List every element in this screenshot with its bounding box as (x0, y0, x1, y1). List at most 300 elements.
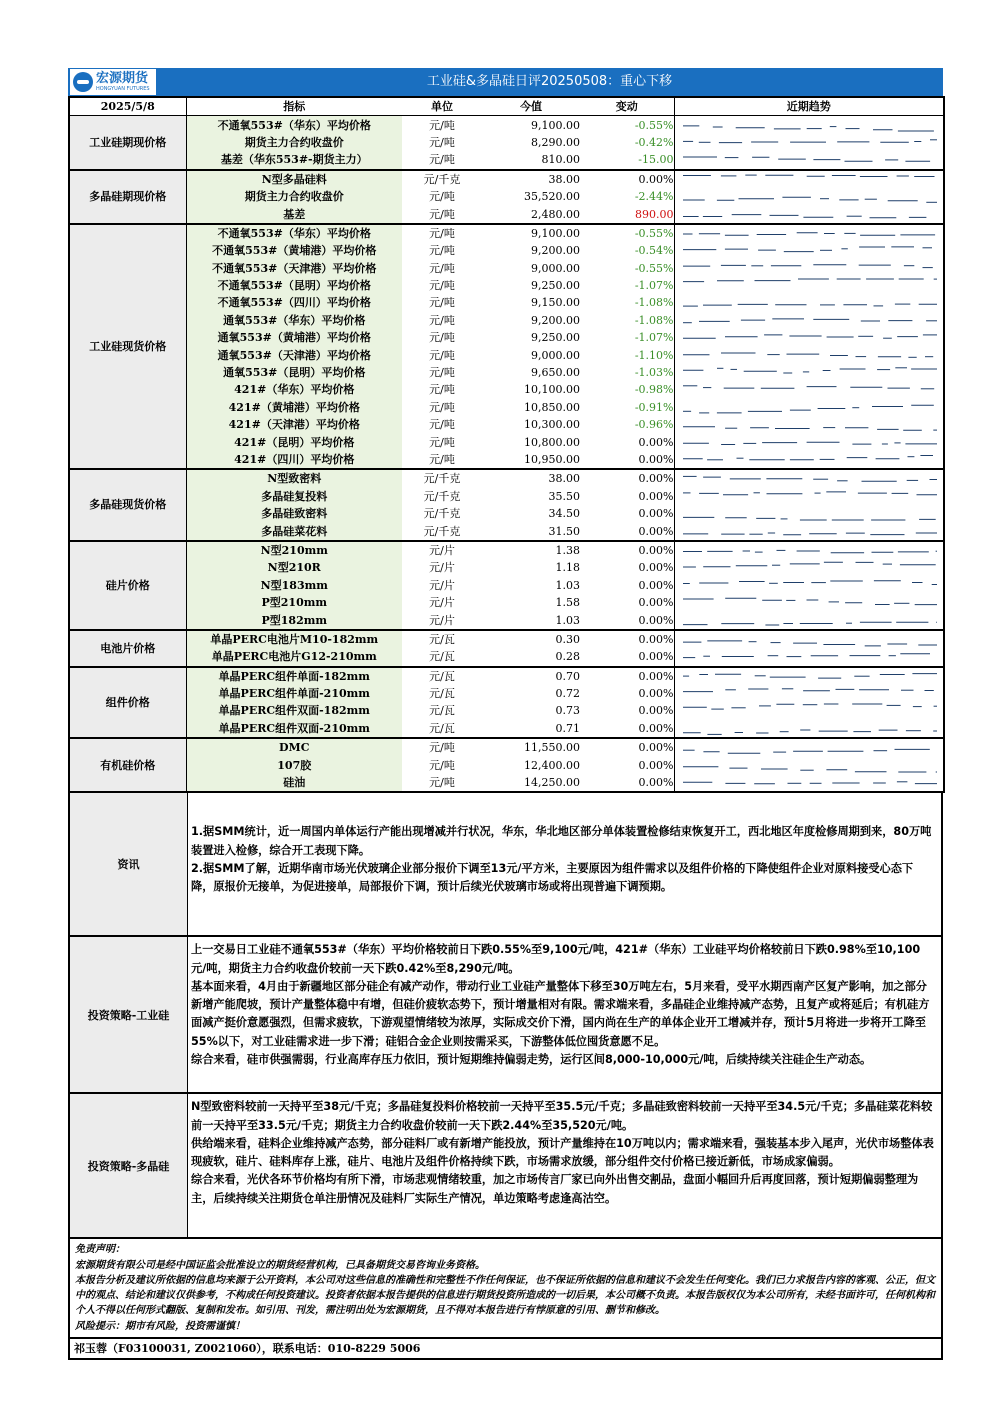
table-row (69, 381, 944, 398)
change-cell: 0.00% (638, 472, 674, 486)
change-cell: 0.00% (580, 522, 674, 540)
company-logo (70, 69, 156, 95)
news-section (68, 793, 943, 937)
trend-sparkline (675, 470, 945, 487)
header-unit: 单位 (402, 97, 482, 116)
trend-sparkline (675, 523, 945, 540)
table-header-row (69, 97, 944, 116)
trend-cell (674, 541, 944, 559)
trend-cell (674, 433, 944, 450)
indicator-cell: 通氧553#（昆明）平均价格 (186, 364, 402, 381)
unit-cell: 元/吨 (402, 151, 482, 169)
unit-cell: 元/瓦 (402, 720, 482, 738)
trend-cell (674, 720, 944, 738)
strategy-poly-label: 投资策略-多晶硅 (70, 1094, 188, 1237)
value-cell: 34.50 (548, 507, 580, 521)
logo-en-text: HONGYUAN FUTURES (96, 86, 150, 92)
trend-cell (674, 116, 944, 134)
indicator-cell: N型210R (186, 559, 402, 576)
trend-sparkline (675, 720, 945, 737)
table-row (69, 188, 944, 205)
trend-cell (674, 399, 944, 416)
value-cell: 9,100.00 (531, 226, 580, 240)
table-row (69, 667, 944, 685)
unit-cell: 元/吨 (429, 244, 455, 258)
category-cell: 有机硅价格 (69, 738, 186, 792)
trend-sparkline (675, 774, 945, 791)
strategy-si-paragraph: 基本面来看，4月由于新疆地区部分硅企有减产动作，带动行业工业硅产量整体下移至30万吨左右，5月来看，受平水期西南产区复产影响，加之部分新增产能爬坡，预计产量整体稳中有增，但硅价疲软态势下，预计增量相对有限。需求端来看，多晶硅企业维持减产态势，且复产或将延后；有机硅方面减产挺价意愿强烈，但需求疲软，下游观望情绪较为浓厚，实际成交价下滑，国内尚在生产的单体企业开工增减并存，预计5月将进一步将开工降至55%以下，对工业硅需求进一步下滑；硅铝合金企业则按需采买，下游整体低位囤货意愿不足。 (191, 979, 930, 1048)
unit-cell: 元/吨 (429, 383, 455, 397)
change-cell: 0.00% (638, 489, 674, 503)
unit-cell: 元/吨 (429, 313, 455, 327)
indicator-cell: 单晶PERC电池片M10-182mm (186, 630, 402, 648)
value-cell: 1.58 (555, 596, 580, 610)
value-cell: 10,100.00 (524, 383, 580, 397)
table-row (69, 312, 944, 329)
indicator-cell: 不通氧553#（华东）平均价格 (186, 224, 402, 242)
indicator-cell: 单晶PERC组件双面-210mm (186, 720, 402, 738)
value-cell: 9,100.00 (531, 118, 580, 132)
strategy-poly-paragraph: N型致密料较前一天持平至38元/千克；多晶硅复投料价格较前一天持平至35.5元/千克；多晶硅致密料较前一天持平至34.5元/千克；多晶硅菜花料较前一天持平至33.5元/千克；期货主力合约收盘价较前一天下跌2.44%至35,520元/吨。 (191, 1100, 933, 1132)
news-paragraph: 2.据SMM了解，近期华南市场光伏玻璃企业部分报价下调至13元/平方米，主要原因为组件需求以及组件价格的下降使组件企业对原料接受心态下降，原报价无接单，为促进接单，局部报价下调，预计后续光伏玻璃市场或将出现普遍下调预期。 (191, 861, 914, 894)
trend-sparkline (675, 685, 945, 702)
change-cell: -0.98% (634, 383, 674, 397)
unit-cell: 元/片 (429, 543, 455, 557)
trend-sparkline (675, 381, 945, 398)
strategy-poly-body (188, 1094, 941, 1237)
value-cell: 810.00 (482, 151, 580, 169)
trend-cell (674, 577, 944, 594)
trend-sparkline (675, 648, 945, 665)
value-cell: 9,000.00 (531, 348, 580, 362)
indicator-cell: 通氧553#（黄埔港）平均价格 (186, 329, 402, 346)
trend-sparkline (675, 559, 945, 576)
value-cell: 0.72 (555, 687, 580, 701)
value-cell: 1.18 (555, 561, 580, 575)
unit-cell: 元/吨 (429, 348, 455, 362)
disclaimer-line: 宏源期货有限公司是经中国证监会批准设立的期货经营机构，已具备期货交易咨询业务资格。 (75, 1259, 485, 1271)
change-cell: 0.00% (638, 632, 674, 646)
change-cell: -0.91% (634, 400, 674, 414)
value-cell: 8,290.00 (531, 135, 580, 149)
unit-cell: 元/吨 (429, 190, 455, 204)
value-cell: 2,480.00 (482, 205, 580, 223)
category-cell: 电池片价格 (69, 630, 186, 667)
indicator-cell: 不通氧553#（四川）平均价格 (186, 294, 402, 311)
unit-cell: 元/片 (402, 611, 482, 629)
category-cell: 组件价格 (69, 667, 186, 739)
change-cell: -0.96% (634, 418, 674, 432)
table-row (69, 702, 944, 719)
value-cell: 0.73 (555, 704, 580, 718)
value-cell: 11,550.00 (524, 741, 580, 755)
trend-sparkline (675, 277, 945, 294)
strategy-poly-paragraph: 供给端来看，硅料企业维持减产态势，部分硅料厂或有新增产能投放，预计产量维持在10万吨以内；需求端来看，强装基本步入尾声，光伏市场整体表现疲软，硅片、硅料库存上涨，硅片、电池片及组件价格持续下跌，市场需求放缓，部分组件交付价格已接近新低，市场成家偏弱。 (191, 1136, 934, 1169)
change-cell: 0.00% (580, 720, 674, 738)
change-cell: 0.00% (580, 648, 674, 666)
change-cell: -0.55% (634, 261, 674, 275)
table-row (69, 451, 944, 469)
unit-cell: 元/吨 (402, 205, 482, 223)
unit-cell: 元/吨 (429, 261, 455, 275)
unit-cell: 元/千克 (423, 472, 461, 486)
header-trend: 近期趋势 (674, 97, 944, 116)
trend-sparkline (675, 416, 945, 433)
category-cell: 工业硅现货价格 (69, 224, 186, 469)
header-indicator: 指标 (186, 97, 402, 116)
value-cell: 0.71 (482, 720, 580, 738)
change-cell: -0.55% (634, 118, 674, 132)
indicator-cell: 基差 (186, 205, 402, 223)
trend-cell (674, 667, 944, 685)
trend-cell (674, 294, 944, 311)
strategy-poly-paragraph: 综合来看，光伏各环节价格均有所下滑，市场悲观情绪较重，加之市场传言厂家已向外出售交割品，盘面小幅回升后再度回落，预计短期偏弱整理为主，后续持续关注期货仓单注册情况及硅料厂实际生产情况，单边策略考虑逢高沽空。 (191, 1173, 919, 1205)
strategy-si-body (188, 937, 941, 1092)
unit-cell: 元/吨 (429, 435, 455, 449)
table-row (69, 505, 944, 522)
trend-cell (674, 774, 944, 792)
table-row (69, 488, 944, 505)
trend-cell (674, 277, 944, 294)
change-cell: 0.00% (638, 758, 674, 772)
value-cell: 35.50 (548, 489, 580, 503)
value-cell: 10,800.00 (524, 435, 580, 449)
trend-sparkline (675, 668, 945, 685)
strategy-si-section (68, 937, 943, 1094)
indicator-cell: 期货主力合约收盘价 (186, 134, 402, 151)
indicator-cell: 421#（四川）平均价格 (186, 451, 402, 469)
table-row (69, 594, 944, 611)
unit-cell: 元/千克 (402, 522, 482, 540)
table-row (69, 277, 944, 294)
trend-cell (674, 756, 944, 773)
table-row (69, 416, 944, 433)
unit-cell: 元/瓦 (402, 648, 482, 666)
value-cell: 38.00 (548, 172, 580, 186)
trend-cell (674, 242, 944, 259)
value-cell: 31.50 (482, 522, 580, 540)
table-row (69, 611, 944, 629)
trend-cell (674, 134, 944, 151)
unit-cell: 元/千克 (423, 507, 461, 521)
news-label: 资讯 (70, 793, 188, 935)
change-cell: 0.00% (638, 687, 674, 701)
table-row (69, 774, 944, 792)
trend-sparkline (675, 117, 945, 134)
table-row (69, 242, 944, 259)
value-cell: 1.03 (555, 578, 580, 592)
trend-sparkline (675, 399, 945, 416)
indicator-cell: 通氧553#（华东）平均价格 (186, 312, 402, 329)
trend-cell (674, 522, 944, 540)
indicator-cell: 单晶PERC组件单面-182mm (186, 667, 402, 685)
indicator-cell: P型210mm (186, 594, 402, 611)
disclaimer-line: 本报告分析及建议所依据的信息均来源于公开资料，本公司对这些信息的准确性和完整性不作任何保证，也不保证所依据的信息和建议不会发生任何变化。我们已力求报告内容的客观、公正，但文中的观点、结论和建议仅供参考，不构成任何投资建议。投资者依据本报告提供的信息进行期货投资所造成的一切后果，本公司概不负责。本报告版权仅为本公司所有，未经书面许可，任何机构和个人不得以任何形式翻版、复制和发布。如引用、刊发，需注明出处为宏源期货，且不得对本报告进行有悖原意的引用、删节和修改。 (75, 1274, 935, 1317)
news-paragraph: 1.据SMM统计，近一周国内单体运行产能出现增减并行状况，华东，华北地区部分单体装置检修结束恢复开工，西北地区年度检修周期到来，80万吨装置进入检修，综合开工表现下降。 (191, 825, 932, 857)
unit-cell: 元/吨 (429, 758, 455, 772)
change-cell: -1.08% (634, 296, 674, 310)
value-cell: 9,200.00 (531, 244, 580, 258)
trend-cell (674, 416, 944, 433)
unit-cell: 元/吨 (402, 451, 482, 469)
header-value: 今值 (482, 97, 580, 116)
change-cell: 0.00% (638, 172, 674, 186)
trend-cell (674, 630, 944, 648)
unit-cell: 元/吨 (429, 331, 455, 345)
indicator-cell: 期货主力合约收盘价 (186, 188, 402, 205)
indicator-cell: 421#（黄埔港）平均价格 (186, 399, 402, 416)
trend-cell (674, 559, 944, 576)
change-cell: -1.07% (634, 331, 674, 345)
indicator-cell: 421#（昆明）平均价格 (186, 433, 402, 450)
table-row (69, 205, 944, 223)
indicator-cell: 107胶 (186, 756, 402, 773)
unit-cell: 元/片 (429, 596, 455, 610)
trend-sparkline (675, 542, 945, 559)
change-cell: 0.00% (638, 704, 674, 718)
trend-cell (674, 312, 944, 329)
change-cell: 0.00% (638, 669, 674, 683)
unit-cell: 元/吨 (429, 296, 455, 310)
change-cell: 0.00% (580, 774, 674, 792)
change-cell: 0.00% (638, 507, 674, 521)
trend-sparkline (675, 505, 945, 522)
indicator-cell: N型多晶硅料 (186, 170, 402, 188)
trend-cell (674, 702, 944, 719)
value-cell: 0.70 (555, 669, 580, 683)
table-row (69, 134, 944, 151)
indicator-cell: 多晶硅致密料 (186, 505, 402, 522)
trend-sparkline (675, 294, 945, 311)
unit-cell: 元/吨 (429, 400, 455, 414)
analyst-ids: （F03100031, Z0021060） (107, 1342, 262, 1356)
unit-cell: 元/千克 (423, 489, 461, 503)
trend-sparkline (675, 739, 945, 756)
strategy-si-paragraph: 综合来看，硅市供强需弱，行业高库存压力依旧，预计短期维持偏弱走势，运行区间8,000-10,000元/吨，后续持续关注硅企生产动态。 (191, 1053, 872, 1067)
trend-sparkline (675, 225, 945, 242)
trend-cell (674, 346, 944, 363)
unit-cell: 元/片 (429, 578, 455, 592)
trend-sparkline (675, 329, 945, 346)
value-cell: 9,250.00 (531, 279, 580, 293)
table-row (69, 224, 944, 242)
change-cell: 0.00% (580, 451, 674, 469)
value-cell: 9,250.00 (531, 331, 580, 345)
change-cell: 0.00% (638, 561, 674, 575)
table-row (69, 738, 944, 756)
trend-sparkline (675, 260, 945, 277)
strategy-si-paragraph: 上一交易日工业硅不通氧553#（华东）平均价格较前日下跌0.55%至9,100元/吨，421#（华东）工业硅平均价格较前日下跌0.98%至10,100元/吨，期货主力合约收盘价较前一天下跌0.42%至8,290元/吨。 (191, 943, 921, 975)
header-change: 变动 (580, 97, 674, 116)
trend-sparkline (675, 434, 945, 451)
trend-cell (674, 260, 944, 277)
unit-cell: 元/千克 (423, 172, 461, 186)
trend-sparkline (675, 171, 945, 188)
unit-cell: 元/吨 (429, 418, 455, 432)
trend-sparkline (675, 702, 945, 719)
value-cell: 0.28 (482, 648, 580, 666)
trend-cell (674, 205, 944, 223)
value-cell: 9,150.00 (531, 296, 580, 310)
trend-sparkline (675, 488, 945, 505)
table-row (69, 720, 944, 738)
table-row (69, 541, 944, 559)
hongyuan-logo-icon (73, 72, 93, 92)
trend-cell (674, 594, 944, 611)
indicator-cell: 不通氧553#（昆明）平均价格 (186, 277, 402, 294)
category-cell: 多晶硅期现价格 (69, 170, 186, 224)
trend-sparkline (675, 206, 945, 223)
value-cell: 10,950.00 (482, 451, 580, 469)
trend-sparkline (675, 188, 945, 205)
value-cell: 10,850.00 (524, 400, 580, 414)
unit-cell: 元/吨 (429, 226, 455, 240)
table-row (69, 648, 944, 666)
unit-cell: 元/吨 (429, 118, 455, 132)
trend-cell (674, 364, 944, 381)
value-cell: 1.03 (482, 611, 580, 629)
table-row (69, 559, 944, 576)
change-cell: 0.00% (638, 741, 674, 755)
trend-sparkline (675, 451, 945, 468)
table-row (69, 522, 944, 540)
trend-cell (674, 611, 944, 629)
indicator-cell: P型182mm (186, 611, 402, 629)
value-cell: 10,300.00 (524, 418, 580, 432)
unit-cell: 元/吨 (429, 135, 455, 149)
table-row (69, 756, 944, 773)
table-row (69, 329, 944, 346)
category-cell: 硅片价格 (69, 541, 186, 630)
change-cell: 0.00% (638, 596, 674, 610)
indicator-cell: 多晶硅菜花料 (186, 522, 402, 540)
indicator-cell: 单晶PERC组件单面-210mm (186, 685, 402, 702)
header-date: 2025/5/8 (69, 97, 186, 116)
change-cell: -0.42% (634, 135, 674, 149)
trend-cell (674, 329, 944, 346)
indicator-cell: N型致密料 (186, 469, 402, 487)
unit-cell: 元/吨 (402, 774, 482, 792)
table-row (69, 170, 944, 188)
contact-line (68, 1339, 943, 1360)
change-cell: -2.44% (634, 190, 674, 204)
category-cell: 多晶硅现货价格 (69, 469, 186, 541)
value-cell: 14,250.00 (482, 774, 580, 792)
disclaimer (68, 1239, 943, 1339)
indicator-cell: 不通氧553#（天津港）平均价格 (186, 260, 402, 277)
disclaimer-title: 免责声明： (75, 1244, 125, 1256)
strategy-si-label: 投资策略-工业硅 (70, 937, 188, 1092)
value-cell: 9,200.00 (531, 313, 580, 327)
change-cell: -0.54% (634, 244, 674, 258)
table-row (69, 630, 944, 648)
change-cell: 0.00% (638, 435, 674, 449)
unit-cell: 元/吨 (429, 366, 455, 380)
trend-cell (674, 505, 944, 522)
indicator-cell: 通氧553#（天津港）平均价格 (186, 346, 402, 363)
value-cell: 9,650.00 (531, 366, 580, 380)
indicator-cell: 不通氧553#（华东）平均价格 (186, 116, 402, 134)
table-row (69, 469, 944, 487)
indicator-cell: 不通氧553#（黄埔港）平均价格 (186, 242, 402, 259)
trend-sparkline (675, 631, 945, 648)
change-cell: -1.03% (634, 366, 674, 380)
trend-sparkline (675, 151, 945, 168)
indicator-cell: DMC (186, 738, 402, 756)
table-row (69, 116, 944, 134)
disclaimer-line: 风险提示：期市有风险，投资需谨慎！ (75, 1320, 245, 1332)
report-title: 工业硅&多晶硅日评20250508：重心下移 (426, 74, 673, 89)
table-row (69, 399, 944, 416)
trend-cell (674, 738, 944, 756)
unit-cell: 元/吨 (429, 741, 455, 755)
trend-sparkline (675, 757, 945, 774)
trend-cell (674, 224, 944, 242)
indicator-cell: N型183mm (186, 577, 402, 594)
strategy-poly-section (68, 1094, 943, 1239)
value-cell: 1.38 (555, 543, 580, 557)
trend-sparkline (675, 312, 945, 329)
category-cell: 工业硅期现价格 (69, 116, 186, 170)
trend-cell (674, 451, 944, 469)
table-row (69, 260, 944, 277)
trend-sparkline (675, 577, 945, 594)
indicator-cell: N型210mm (186, 541, 402, 559)
value-cell: 0.30 (555, 632, 580, 646)
trend-sparkline (675, 364, 945, 381)
table-row (69, 151, 944, 169)
change-cell: 890.00 (580, 205, 674, 223)
trend-cell (674, 685, 944, 702)
unit-cell: 元/瓦 (429, 669, 455, 683)
trend-sparkline (675, 612, 945, 629)
change-cell: -0.55% (634, 226, 674, 240)
unit-cell: 元/吨 (429, 279, 455, 293)
report-page (68, 68, 943, 1360)
trend-sparkline (675, 242, 945, 259)
trend-cell (674, 188, 944, 205)
news-body (188, 793, 941, 935)
trend-cell (674, 648, 944, 666)
table-row (69, 294, 944, 311)
table-row (69, 577, 944, 594)
indicator-cell: 421#（华东）平均价格 (186, 381, 402, 398)
trend-cell (674, 381, 944, 398)
unit-cell: 元/瓦 (429, 687, 455, 701)
logo-cn-text: 宏源期货 (96, 71, 149, 86)
price-table (68, 96, 945, 793)
trend-cell (674, 170, 944, 188)
indicator-cell: 单晶PERC组件双面-182mm (186, 702, 402, 719)
analyst-name: 祁玉蓉 (74, 1342, 107, 1356)
trend-sparkline (675, 347, 945, 364)
analyst-phone: ，联系电话：010-8229 5006 (261, 1342, 421, 1356)
value-cell: 35,520.00 (524, 190, 580, 204)
change-cell: 0.00% (580, 611, 674, 629)
trend-cell (674, 488, 944, 505)
report-header (68, 68, 943, 96)
unit-cell: 元/瓦 (429, 704, 455, 718)
trend-cell (674, 469, 944, 487)
trend-cell (674, 151, 944, 169)
change-cell: 0.00% (638, 578, 674, 592)
indicator-cell: 421#（天津港）平均价格 (186, 416, 402, 433)
change-cell: -15.00 (580, 151, 674, 169)
change-cell: -1.07% (634, 279, 674, 293)
table-row (69, 433, 944, 450)
change-cell: 0.00% (638, 543, 674, 557)
table-row (69, 346, 944, 363)
